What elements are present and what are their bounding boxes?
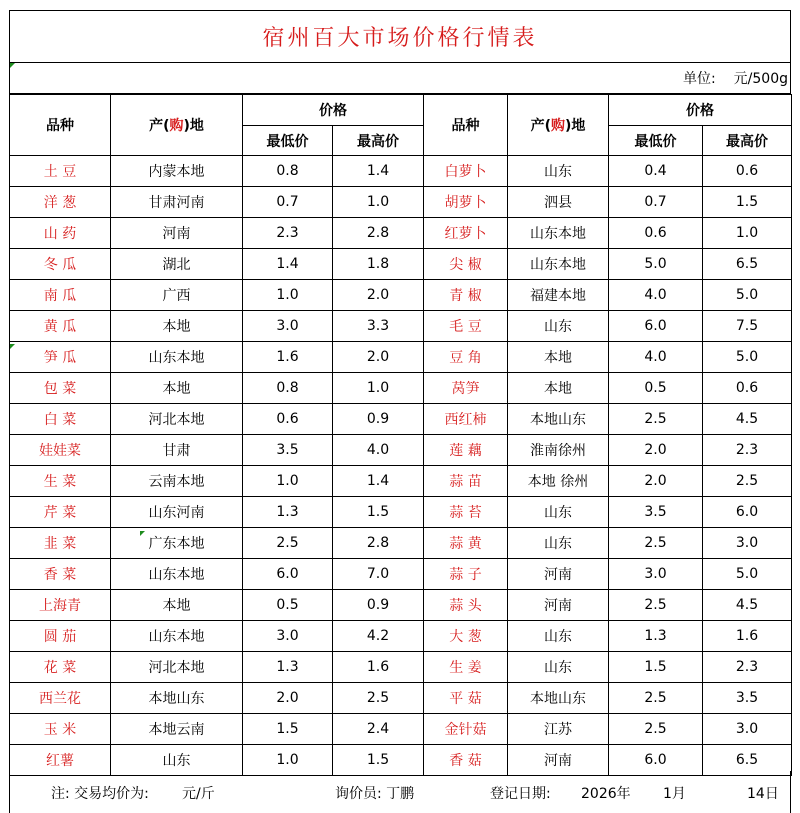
header-variety-right: 品种	[424, 95, 508, 156]
footer	[9, 771, 791, 813]
variety-right-cell: 红萝卜	[424, 218, 508, 249]
min-price-right-cell: 2.5	[609, 683, 703, 714]
variety-right-cell: 大 葱	[424, 621, 508, 652]
variety-left-cell: 玉 米	[10, 714, 111, 745]
footer-year: 2026年	[581, 786, 631, 802]
max-price-left-cell: 1.4	[333, 466, 424, 497]
min-price-right-cell: 0.5	[609, 373, 703, 404]
min-price-right-cell: 2.5	[609, 590, 703, 621]
origin-left-cell: 山东本地	[111, 559, 243, 590]
origin-right-cell: 淮南徐州	[508, 435, 609, 466]
footer-note-unit: 元/斤	[182, 786, 215, 802]
max-price-left-cell: 1.6	[333, 652, 424, 683]
footer-inspector: 询价员: 丁鹏	[335, 786, 415, 802]
min-price-right-cell: 0.4	[609, 156, 703, 187]
variety-left-cell: 韭 菜	[10, 528, 111, 559]
unit-value: 元/500g	[733, 71, 788, 87]
variety-left-cell: 包 菜	[10, 373, 111, 404]
variety-left-cell: 笋 瓜	[10, 342, 111, 373]
table-row	[10, 311, 792, 342]
cell-comment-marker	[10, 63, 15, 68]
origin-left-cell: 河南	[111, 218, 243, 249]
variety-right-cell: 蒜 苗	[424, 466, 508, 497]
max-price-left-cell: 1.0	[333, 373, 424, 404]
min-price-right-cell: 6.0	[609, 745, 703, 776]
variety-right-cell: 生 姜	[424, 652, 508, 683]
min-price-right-cell: 2.5	[609, 714, 703, 745]
max-price-right-cell: 6.5	[703, 249, 792, 280]
max-price-right-cell: 2.3	[703, 652, 792, 683]
max-price-left-cell: 1.5	[333, 745, 424, 776]
footer-date-label: 登记日期:	[490, 786, 551, 802]
min-price-right-cell: 0.7	[609, 187, 703, 218]
table-row	[10, 218, 792, 249]
min-price-left-cell: 1.6	[243, 342, 333, 373]
origin-left-cell: 本地山东	[111, 683, 243, 714]
header-origin-left: 产(购)地	[111, 95, 243, 156]
variety-right-cell: 蒜 头	[424, 590, 508, 621]
variety-left-cell: 芹 菜	[10, 497, 111, 528]
max-price-left-cell: 0.9	[333, 590, 424, 621]
variety-left-cell: 圆 茄	[10, 621, 111, 652]
footer-month: 1月	[663, 786, 686, 802]
origin-left-cell: 本地	[111, 311, 243, 342]
variety-left-cell: 香 菜	[10, 559, 111, 590]
table-row	[10, 652, 792, 683]
variety-right-cell: 香 菇	[424, 745, 508, 776]
table-row	[10, 714, 792, 745]
origin-right-cell: 河南	[508, 559, 609, 590]
max-price-right-cell: 3.0	[703, 528, 792, 559]
max-price-right-cell: 6.5	[703, 745, 792, 776]
variety-left-cell: 花 菜	[10, 652, 111, 683]
variety-left-cell: 山 药	[10, 218, 111, 249]
origin-right-cell: 山东本地	[508, 218, 609, 249]
price-table-body	[10, 156, 792, 776]
min-price-left-cell: 1.4	[243, 249, 333, 280]
max-price-left-cell: 2.0	[333, 280, 424, 311]
table-row	[10, 187, 792, 218]
variety-right-cell: 莲 藕	[424, 435, 508, 466]
variety-left-cell: 南 瓜	[10, 280, 111, 311]
unit-row	[9, 62, 791, 94]
min-price-left-cell: 3.0	[243, 621, 333, 652]
variety-left-cell: 冬 瓜	[10, 249, 111, 280]
min-price-left-cell: 1.3	[243, 652, 333, 683]
max-price-left-cell: 4.2	[333, 621, 424, 652]
header-max-left: 最高价	[333, 126, 424, 156]
origin-left-cell: 甘肃	[111, 435, 243, 466]
min-price-left-cell: 0.5	[243, 590, 333, 621]
min-price-right-cell: 3.5	[609, 497, 703, 528]
header-price-left: 价格	[243, 95, 424, 126]
variety-right-cell: 平 菇	[424, 683, 508, 714]
min-price-right-cell: 3.0	[609, 559, 703, 590]
table-row	[10, 683, 792, 714]
min-price-right-cell: 0.6	[609, 218, 703, 249]
header-min-right: 最低价	[609, 126, 703, 156]
min-price-right-cell: 2.5	[609, 404, 703, 435]
min-price-right-cell: 2.0	[609, 435, 703, 466]
origin-right-cell: 本地 徐州	[508, 466, 609, 497]
variety-right-cell: 莴笋	[424, 373, 508, 404]
header-max-right: 最高价	[703, 126, 792, 156]
min-price-left-cell: 1.5	[243, 714, 333, 745]
origin-left-cell: 广东本地	[111, 528, 243, 559]
variety-right-cell: 青 椒	[424, 280, 508, 311]
footer-day: 14日	[747, 786, 779, 802]
max-price-left-cell: 2.8	[333, 528, 424, 559]
variety-left-cell: 洋 葱	[10, 187, 111, 218]
max-price-left-cell: 0.9	[333, 404, 424, 435]
max-price-left-cell: 1.8	[333, 249, 424, 280]
min-price-left-cell: 2.3	[243, 218, 333, 249]
min-price-left-cell: 0.8	[243, 373, 333, 404]
origin-right-cell: 福建本地	[508, 280, 609, 311]
origin-left-cell: 本地	[111, 373, 243, 404]
max-price-right-cell: 5.0	[703, 280, 792, 311]
max-price-right-cell: 1.6	[703, 621, 792, 652]
min-price-right-cell: 4.0	[609, 280, 703, 311]
origin-right-cell: 山东	[508, 528, 609, 559]
origin-left-cell: 云南本地	[111, 466, 243, 497]
max-price-right-cell: 5.0	[703, 342, 792, 373]
origin-left-cell: 山东河南	[111, 497, 243, 528]
header-row-1	[10, 95, 792, 126]
origin-right-cell: 河南	[508, 590, 609, 621]
min-price-right-cell: 4.0	[609, 342, 703, 373]
title-row	[9, 10, 791, 62]
cell-comment-marker	[10, 344, 15, 349]
max-price-right-cell: 5.0	[703, 559, 792, 590]
max-price-left-cell: 2.4	[333, 714, 424, 745]
min-price-right-cell: 1.3	[609, 621, 703, 652]
max-price-left-cell: 2.0	[333, 342, 424, 373]
table-row	[10, 528, 792, 559]
min-price-left-cell: 3.5	[243, 435, 333, 466]
variety-right-cell: 蒜 黄	[424, 528, 508, 559]
origin-left-cell: 内蒙本地	[111, 156, 243, 187]
max-price-right-cell: 2.3	[703, 435, 792, 466]
table-row	[10, 404, 792, 435]
origin-left-cell: 山东本地	[111, 342, 243, 373]
variety-left-cell: 西兰花	[10, 683, 111, 714]
max-price-right-cell: 6.0	[703, 497, 792, 528]
max-price-right-cell: 0.6	[703, 156, 792, 187]
max-price-right-cell: 2.5	[703, 466, 792, 497]
origin-left-cell: 山东	[111, 745, 243, 776]
variety-right-cell: 毛 豆	[424, 311, 508, 342]
origin-left-cell: 本地云南	[111, 714, 243, 745]
origin-right-cell: 本地山东	[508, 683, 609, 714]
origin-left-cell: 河北本地	[111, 652, 243, 683]
header-variety-left: 品种	[10, 95, 111, 156]
min-price-left-cell: 1.0	[243, 745, 333, 776]
price-table	[9, 94, 792, 776]
max-price-left-cell: 4.0	[333, 435, 424, 466]
origin-right-cell: 本地山东	[508, 404, 609, 435]
min-price-left-cell: 0.7	[243, 187, 333, 218]
min-price-left-cell: 1.0	[243, 466, 333, 497]
min-price-left-cell: 2.5	[243, 528, 333, 559]
header-origin-right: 产(购)地	[508, 95, 609, 156]
max-price-right-cell: 0.6	[703, 373, 792, 404]
variety-right-cell: 蒜 子	[424, 559, 508, 590]
origin-right-cell: 本地	[508, 342, 609, 373]
max-price-left-cell: 2.5	[333, 683, 424, 714]
header-price-right: 价格	[609, 95, 792, 126]
origin-right-cell: 山东	[508, 621, 609, 652]
min-price-right-cell: 5.0	[609, 249, 703, 280]
footer-note: 注: 交易均价为:	[51, 786, 149, 802]
variety-right-cell: 西红柿	[424, 404, 508, 435]
variety-left-cell: 红薯	[10, 745, 111, 776]
origin-right-cell: 山东本地	[508, 249, 609, 280]
origin-left-cell: 湖北	[111, 249, 243, 280]
max-price-left-cell: 2.8	[333, 218, 424, 249]
max-price-right-cell: 1.0	[703, 218, 792, 249]
min-price-left-cell: 6.0	[243, 559, 333, 590]
unit-label: 单位:	[682, 71, 716, 87]
variety-left-cell: 生 菜	[10, 466, 111, 497]
min-price-right-cell: 6.0	[609, 311, 703, 342]
cell-comment-marker	[140, 531, 145, 536]
origin-left-cell: 本地	[111, 590, 243, 621]
table-row	[10, 435, 792, 466]
min-price-left-cell: 0.6	[243, 404, 333, 435]
origin-right-cell: 山东	[508, 497, 609, 528]
variety-right-cell: 蒜 苔	[424, 497, 508, 528]
max-price-right-cell: 1.5	[703, 187, 792, 218]
origin-right-cell: 泗县	[508, 187, 609, 218]
max-price-right-cell: 4.5	[703, 404, 792, 435]
min-price-left-cell: 3.0	[243, 311, 333, 342]
max-price-left-cell: 7.0	[333, 559, 424, 590]
max-price-right-cell: 7.5	[703, 311, 792, 342]
max-price-left-cell: 1.4	[333, 156, 424, 187]
variety-right-cell: 豆 角	[424, 342, 508, 373]
origin-right-cell: 河南	[508, 745, 609, 776]
price-sheet	[9, 10, 791, 776]
origin-left-cell: 广西	[111, 280, 243, 311]
max-price-left-cell: 1.0	[333, 187, 424, 218]
origin-left-cell: 河北本地	[111, 404, 243, 435]
variety-left-cell: 娃娃菜	[10, 435, 111, 466]
table-row	[10, 342, 792, 373]
origin-right-cell: 江苏	[508, 714, 609, 745]
variety-right-cell: 尖 椒	[424, 249, 508, 280]
table-row	[10, 590, 792, 621]
origin-right-cell: 山东	[508, 156, 609, 187]
min-price-left-cell: 0.8	[243, 156, 333, 187]
variety-right-cell: 金针菇	[424, 714, 508, 745]
origin-right-cell: 山东	[508, 311, 609, 342]
header-min-left: 最低价	[243, 126, 333, 156]
table-row	[10, 373, 792, 404]
variety-right-cell: 白萝卜	[424, 156, 508, 187]
page-title: 宿州百大市场价格行情表	[262, 26, 538, 51]
table-row	[10, 497, 792, 528]
variety-left-cell: 土 豆	[10, 156, 111, 187]
table-row	[10, 280, 792, 311]
origin-right-cell: 本地	[508, 373, 609, 404]
table-row	[10, 156, 792, 187]
max-price-right-cell: 4.5	[703, 590, 792, 621]
min-price-right-cell: 2.0	[609, 466, 703, 497]
min-price-left-cell: 2.0	[243, 683, 333, 714]
origin-right-cell: 山东	[508, 652, 609, 683]
variety-left-cell: 上海青	[10, 590, 111, 621]
min-price-left-cell: 1.0	[243, 280, 333, 311]
min-price-right-cell: 1.5	[609, 652, 703, 683]
origin-left-cell: 山东本地	[111, 621, 243, 652]
variety-left-cell: 黄 瓜	[10, 311, 111, 342]
max-price-right-cell: 3.0	[703, 714, 792, 745]
variety-right-cell: 胡萝卜	[424, 187, 508, 218]
min-price-left-cell: 1.3	[243, 497, 333, 528]
max-price-left-cell: 1.5	[333, 497, 424, 528]
table-row	[10, 559, 792, 590]
max-price-left-cell: 3.3	[333, 311, 424, 342]
max-price-right-cell: 3.5	[703, 683, 792, 714]
table-row	[10, 466, 792, 497]
origin-left-cell: 甘肃河南	[111, 187, 243, 218]
table-row	[10, 621, 792, 652]
table-row	[10, 249, 792, 280]
min-price-right-cell: 2.5	[609, 528, 703, 559]
variety-left-cell: 白 菜	[10, 404, 111, 435]
